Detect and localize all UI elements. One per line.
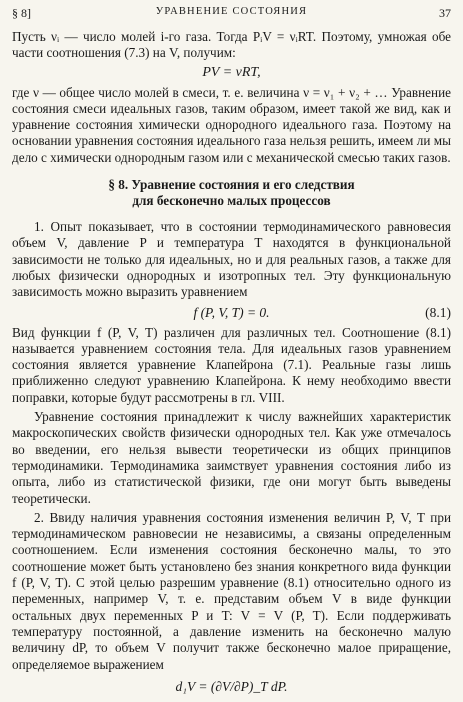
section-heading <box>12 177 451 209</box>
paragraph-function-form: Вид функции f (P, V, T) различен для различных тел. Соотношение (8.1) называется уравнением состояния тела. Для идеальных газов уравнением состояния является уравнение Клапейрона (7.1). Реальные газы лишь приближенно следуют уравнению Клапейрона. К нему необходимо ввести поправки, которые будут рассмотрены в гл. VIII. <box>12 324 451 405</box>
paragraph-mixture: Пусть νᵢ — число молей i-го газа. Тогда PᵢV = νᵢRT. Поэтому, умножая обе части соотношения (7.3) на V, получим: <box>12 29 451 61</box>
section-heading-line-1: § 8. Уравнение состояния и его следствия <box>108 177 355 193</box>
page-body <box>12 29 451 695</box>
paragraph-infinitesimal: 2. Ввиду наличия уравнения состояния изменения величин P, V, T при термодинамическом равновесии не независимы, а связаны определенным соотношением. Если изменения состояния бесконечно малы, то это соотношение может быть установлено без знания конкретного вида функции f (P, V, T). С этой целью разрешим уравнение (8.1) относительно одного из переменных, например V, т. е. представим объем V в виде функции остальных двух переменных P и T: V = V (P, T). Если поддерживать температуру постоянной, а давление изменить на бесконечно малую величину dP, то объем V получит также бесконечно малое приращение, определяемое выражением <box>12 509 451 672</box>
running-header <box>12 6 451 22</box>
paragraph-mixture-conclusion: где ν — общее число молей в смеси, т. е. величина ν = ν₁ + ν₂ + … Уравнение состояния смеси идеальных газов, таким образом, имеет такой же вид, как и уравнение состояния химически однородного идеального газа. Поэтому на основании уравнения состояния идеального газа нельзя решить, имеем ли мы дело с химически однородным газом или с механической смесью таких газов. <box>12 84 451 165</box>
header-section: § 8] <box>12 6 31 20</box>
paragraph-importance: Уравнение состояния принадлежит к числу важнейших характеристик макроскопических свойств физически однородных тел. Как уже отмечалось во введении, его нельзя вывести теоретически из общих принципов термодинамики. Термодинамика заимствует уравнения состояния либо из опыта, либо из статистической физики, где они могут быть выведены теоретически. <box>12 409 451 506</box>
section-heading-line-2: для бесконечно малых процессов <box>132 193 331 209</box>
equation-pv-nrt: PV = νRT, <box>202 64 261 80</box>
equation-8-1 <box>12 305 451 321</box>
equation-8-1-body: f (P, V, T) = 0. <box>193 304 270 320</box>
paragraph-equation-of-state: 1. Опыт показывает, что в состоянии термодинамического равновесия объем V, давление P и температура T находятся в функциональной зависимости не только для идеальных, но и для реальных газов, а также для любых физически однородных и изотропных тел. Эту функциональную зависимость можно выразить уравнением <box>12 219 451 300</box>
page-number: 37 <box>439 6 451 20</box>
header-title: УРАВНЕНИЕ СОСТОЯНИЯ <box>155 6 308 17</box>
equation-d1v: d₁V = (∂V/∂P)_T dP. <box>175 678 288 694</box>
equation-8-1-number: (8.1) <box>425 304 451 320</box>
